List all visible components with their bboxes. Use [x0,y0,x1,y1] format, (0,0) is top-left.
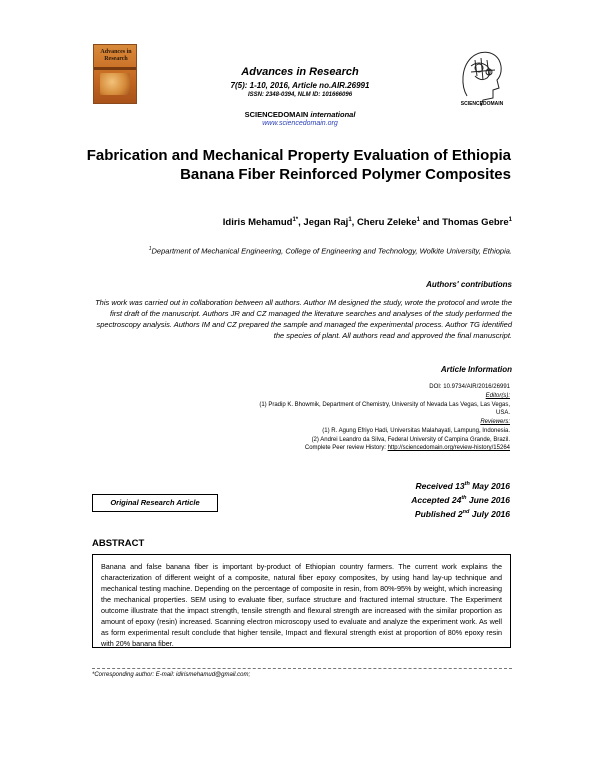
footnote-divider [92,668,512,669]
cover-artwork [100,73,130,95]
editor-entry-cont: USA. [495,410,510,416]
author-affiliation: $^1$Department of Mechanical Engineering, College of Engineering and Technology, Wolkite University, Ethiopia. [148,246,512,256]
accepted-date: Accepted 24th June 2016 [411,494,510,505]
peer-review-link[interactable]: http://sciencedomain.org/review-history/15264 [387,445,510,451]
peer-review-history: Complete Peer review History: http://sciencedomain.org/review-history/15264 [304,445,510,451]
journal-cover-image [93,44,137,104]
reviewer-entry: (1) R. Agung Efriyo Hadi, Universitas Malahayati, Lampung, Indonesia. [322,428,510,434]
article-dates [300,478,510,519]
contributions-text: This work was carried out in collaboration between all authors. Author IM designed the study, wrote the protocol and wrote the first draft of the manuscript. Authors JR and CZ managed the literature searches and analyses of the study performed the spectroscopy analysis. Authors IM and CZ prepared the sample and managed the experimental process. Author TG identified the species of plant. All authors read and approved the final manuscript. [95,298,512,340]
issn-info: ISSN: 2348-0394, NLM ID: 101666096 [247,92,353,98]
corresponding-author-footnote: *Corresponding author: E-mail: idirismehamud@gmail.com; [92,672,251,678]
editors-label: Editor(s): [485,393,510,399]
article-title: Fabrication and Mechanical Property Evaluation of Ethiopia Banana Fiber Reinforced Polymer Composites [86,147,511,183]
reviewers-label: Reviewers: [480,419,510,425]
editor-entry: (1) Pradip K. Bhowmik, Department of Chemistry, University of Nevada Las Vegas, Las Vegas, [259,402,510,408]
article-info-heading: Article Information [440,365,512,374]
publisher-website-link[interactable]: www.sciencedomain.org [262,120,338,127]
author-name: Jegan Raj [303,217,349,229]
author-name: Cheru Zeleke [356,217,417,229]
contributions-heading: Authors' contributions [426,280,512,289]
cover-title: Advances in Research [100,49,132,62]
author-list: Idiris Mehamud$^{1*}$, Jegan Raj$^1$, Cheru Zeleke$^1$ and Thomas Gebre$^1$ [222,217,512,229]
doi: DOI: 10.9734/AIR/2016/26991 [429,384,510,390]
author-name: Thomas Gebre [442,217,509,229]
abstract-heading: ABSTRACT [92,538,145,549]
sciencedomain-logo-icon [457,46,507,108]
publisher-name: SCIENCEDOMAIN international [244,110,356,119]
article-type-badge: Original Research Article [92,494,218,512]
received-date: Received 13th May 2016 [415,480,510,491]
abstract-text: Banana and false banana fiber is important by-product of Ethiopian country farmers. The current work explains the characterization of different weight of a composite, natural fiber epoxy composites, by using hand lay-up technique and mechanical testing machine. Depending on the percentage of composite in resin, from 80%-95% by weight, which increasing the mechanical properties. SEM using to evaluate fiber, surface structure and fractured internal structure. The Experiment outcome illustrate that the impact strength, tensile strength and flexural strength are increased with the similar proportion as amount of epoxy (resin) increased. Scanning electron microscopy used to evaluate and analyze the experiment work. As well as form experimental result conclude that higher tensile, Impact and flexural strength exist at proportion of 80% epoxy resin with 20% banana fiber. [92,554,511,648]
reviewer-entry: (2) Andrei Leandro da Silva, Federal University of Campina Grande, Brazil. [311,437,510,443]
volume-info: 7(5): 1-10, 2016, Article no.AIR.26991 [230,81,370,90]
author-name: Idiris Mehamud [222,217,293,229]
journal-name: Advances in Research [241,66,359,78]
published-date: Published 2nd July 2016 [414,508,510,519]
logo-caption: SCIENCEDOMAIN [460,101,504,107]
